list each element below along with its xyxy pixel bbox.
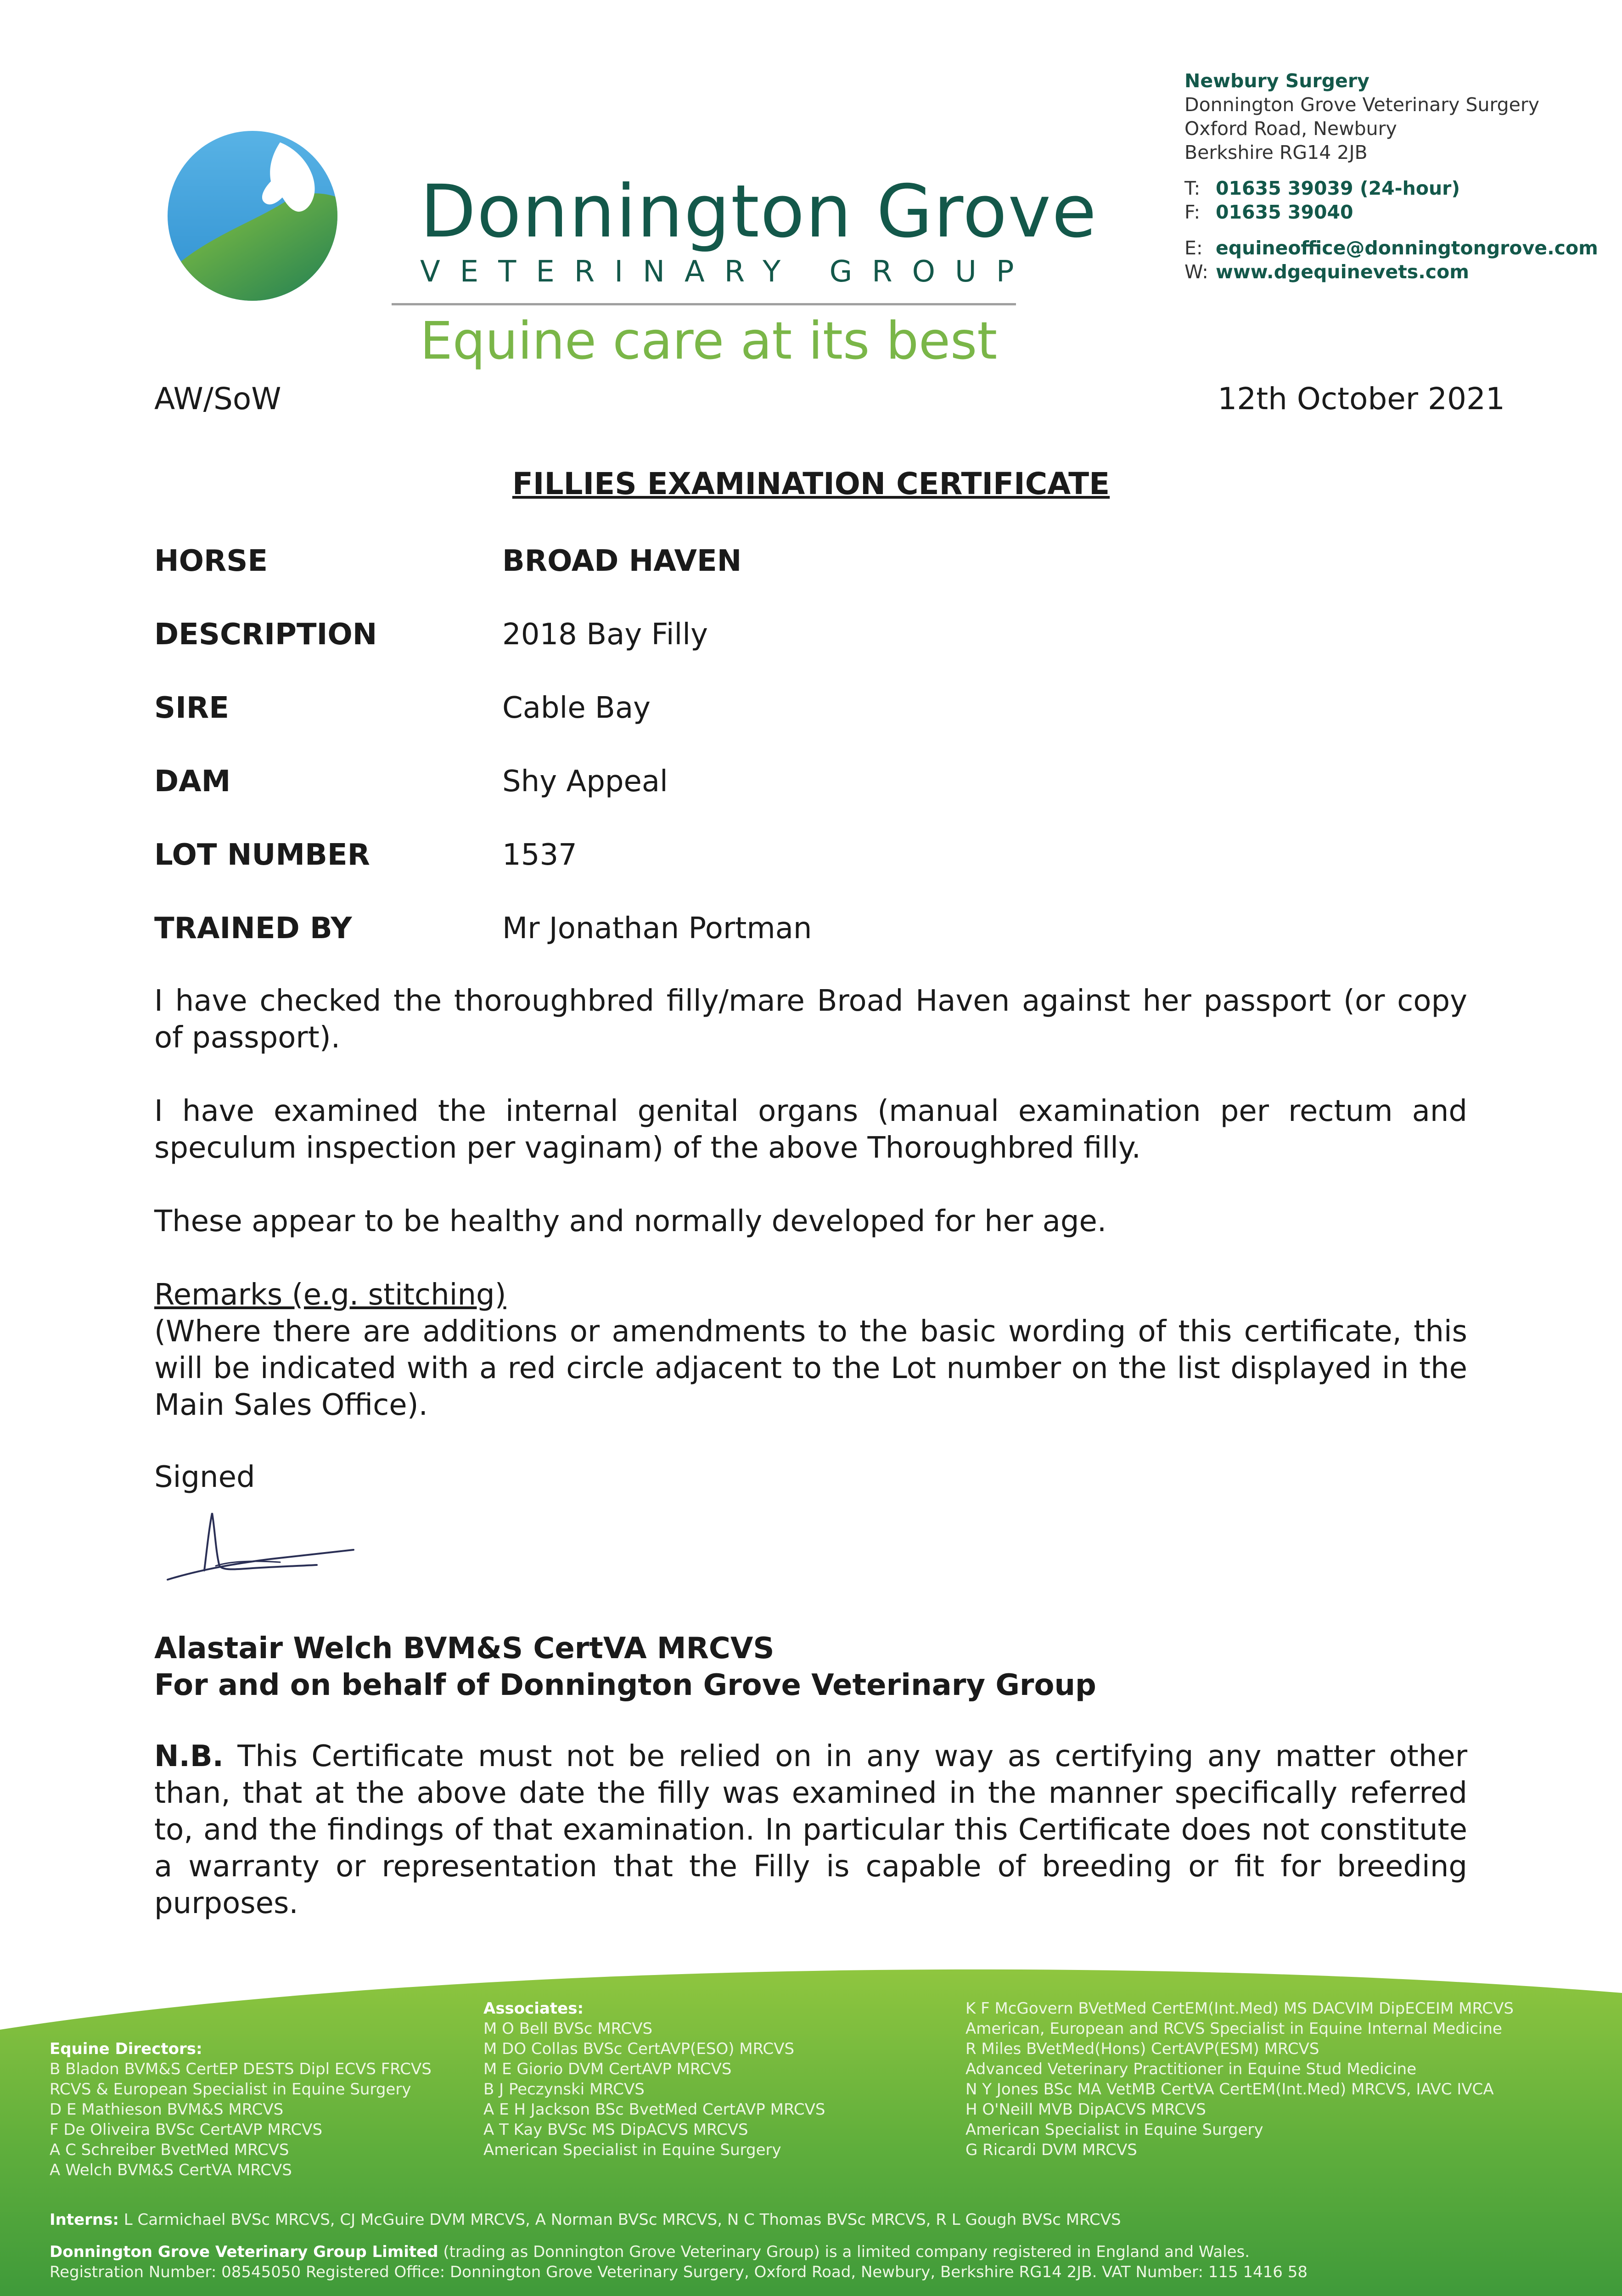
associates-column-2 [965,1998,1514,2160]
associate-line: American, European and RCVS Specialist in Equine Internal Medicine [965,2020,1502,2038]
registration-line: Registration Number: 08545050 Registered Office: Donnington Grove Veterinary Surgery, Oxford Road, Newbury, Berkshire RG14 2JB. VAT Number: 115 1416 58 [50,2263,1308,2281]
field-label: DAM [154,765,231,799]
associate-line: B J Peczynski MRCVS [483,2080,645,2099]
address-block [1184,69,1598,284]
field-horse [154,544,1532,585]
field-value: Cable Bay [502,691,651,725]
signed-label: Signed [154,1460,255,1494]
associates-column [483,1998,825,2160]
brand-subtitle: VETERINARY GROUP [420,255,1034,289]
brand-name: Donnington Grove [420,169,1098,254]
director-line: D E Mathieson BVM&S MRCVS [50,2100,284,2119]
associate-line: A T Kay BVSc MS DipACVS MRCVS [483,2121,748,2139]
nb-text: This Certificate must not be relied on in any way as certifying any matter other than, that at the above date the filly was examined in the manner specifically referred to, and the findings of that examination. In particular this Certificate does not constitute a warranty or representation that the Filly is capable of breeding or fit for breeding purposes. [154,1739,1467,1920]
letter-date: 12th October 2021 [1218,381,1505,416]
email: E: equineoffice@donningtongrove.com [1184,237,1598,259]
directors-heading: Equine Directors: [50,2040,202,2058]
company-name: Donnington Grove Veterinary Group Limited [50,2243,438,2261]
associates-heading: Associates: [483,1999,584,2018]
associate-line: R Miles BVetMed(Hons) CertAVP(ESM) MRCVS [965,2040,1319,2058]
field-value: Mr Jonathan Portman [502,912,812,945]
surgery-name: Newbury Surgery [1184,70,1369,92]
handwritten-signature [161,1502,363,1589]
field-value: BROAD HAVEN [502,544,742,578]
associate-line: N Y Jones BSc MA VetMB CertVA CertEM(Int.Med) MRCVS, IAVC IVCA [965,2080,1494,2099]
field-label: TRAINED BY [154,912,352,945]
address-line: Donnington Grove Veterinary Surgery [1184,94,1539,116]
field-trained-by [154,912,1532,953]
field-value: 2018 Bay Filly [502,618,708,652]
address-line: Berkshire RG14 2JB [1184,141,1368,163]
directors-column [50,2039,432,2180]
signer-behalf: For and on behalf of Donnington Grove Veterinary Group [154,1668,1096,1702]
associate-line: American Specialist in Equine Surgery [483,2141,781,2159]
telephone: T: 01635 39039 (24-hour) [1184,177,1460,199]
field-dam [154,765,1532,806]
field-lot-number [154,838,1532,879]
field-value: 1537 [502,838,577,872]
director-line: F De Oliveira BVSc CertAVP MRCVS [50,2121,323,2139]
field-description [154,618,1532,659]
nb-label: N.B. [154,1739,224,1773]
fax: F: 01635 39040 [1184,201,1353,223]
associate-line: H O'Neill MVB DipACVS MRCVS [965,2100,1206,2119]
address-line: Oxford Road, Newbury [1184,118,1397,140]
signer-name: Alastair Welch BVM&S CertVA MRCVS [154,1632,775,1666]
remarks-text: (Where there are additions or amendments to the basic wording of this certificate, this will be indicated with a red circle adjacent to the Lot number on the list displayed in the Main Sales Office). [154,1315,1467,1422]
associate-line: G Ricardi DVM MRCVS [965,2141,1137,2159]
director-line: RCVS & European Specialist in Equine Surgery [50,2080,411,2099]
field-label: DESCRIPTION [154,618,377,652]
field-label: LOT NUMBER [154,838,370,872]
associate-line: M E Giorio DVM CertAVP MRCVS [483,2060,732,2078]
field-sire [154,691,1532,732]
associate-line: M O Bell BVSc MRCVS [483,2020,653,2038]
director-line: A C Schreiber BvetMed MRCVS [50,2141,289,2159]
associate-line: American Specialist in Equine Surgery [965,2121,1263,2139]
letter-reference: AW/SoW [154,381,281,416]
associate-line: Advanced Veterinary Practitioner in Equine Stud Medicine [965,2060,1417,2078]
brand-divider [392,303,1016,305]
certificate-title: FILLIES EXAMINATION CERTIFICATE [512,466,1110,501]
remarks-section [154,1277,1467,1424]
company-line: Donnington Grove Veterinary Group Limited (trading as Donnington Grove Veterinary Group) is a limited company registered in England and Wales. [50,2243,1250,2261]
footer [0,1961,1622,2296]
signer-block [154,1630,1096,1704]
associate-line: A E H Jackson BSc BvetMed CertAVP MRCVS [483,2100,825,2119]
field-label: HORSE [154,544,268,578]
website: W: www.dgequinevets.com [1184,261,1469,283]
director-line: B Bladon BVM&S CertEP DESTS Dipl ECVS FRCVS [50,2060,432,2078]
remarks-heading: Remarks (e.g. stitching) [154,1278,506,1312]
interns-line: Interns: L Carmichael BVSc MRCVS, CJ McGuire DVM MRCVS, A Norman BVSc MRCVS, N C Thomas BVSc MRCVS, R L Gough BVSc MRCVS [50,2211,1121,2229]
associate-line: M DO Collas BVSc CertAVP(ESO) MRCVS [483,2040,795,2058]
examination-paragraph: I have examined the internal genital organs (manual examination per rectum and speculum inspection per vaginam) of the above Thoroughbred filly. [154,1094,1467,1165]
nb-disclaimer [154,1738,1467,1922]
interns-label: Interns: [50,2211,119,2229]
brand-tagline: Equine care at its best [420,311,998,371]
field-label: SIRE [154,691,229,725]
associate-line: K F McGovern BVetMed CertEM(Int.Med) MS DACVIM DipECEIM MRCVS [965,1999,1514,2018]
director-line: A Welch BVM&S CertVA MRCVS [50,2161,292,2179]
findings-paragraph: These appear to be healthy and normally developed for her age. [154,1204,1107,1238]
passport-check-paragraph: I have checked the thoroughbred filly/mare Broad Haven against her passport (or copy of passport). [154,984,1467,1055]
field-value: Shy Appeal [502,765,668,799]
horse-head-circle-logo [165,124,349,308]
